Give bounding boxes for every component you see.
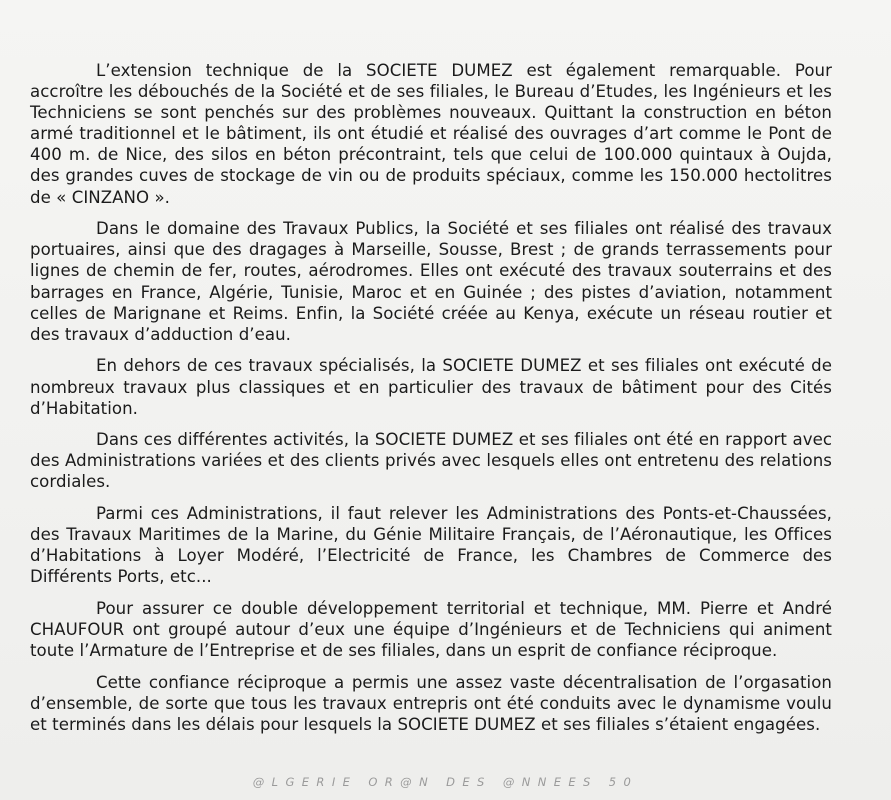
paragraph-administrations-list: Parmi ces Administrations, il faut relever les Administrations des Ponts-et-Chaussées, des Travaux Maritimes de la Marine, du Génie Militaire Français, de l’Aéronautique, les Offices d’Habitations à Loyer Modéré, l’Electricité de France, les Chambres de Commerce des Différents Ports, etc...: [30, 504, 832, 587]
paragraph-public-works: Dans le domaine des Travaux Publics, la Société et ses filiales ont réalisé des travaux portuaires, ainsi que des dragages à Marseille, Sousse, Brest ; de grands terrassements pour lignes de chemin de fer, routes, aérodromes. Elles ont exécuté des travaux souterrains et des barrages en France, Algérie, Tunisie, Maroc et en Guinée ; des pistes d’aviation, notamment celles de Marignane et Reims. Enfin, la Société créée au Kenya, exécute un réseau routier et des travaux d’adduction d’eau.: [30, 219, 832, 344]
paragraph-housing-works: En dehors de ces travaux spécialisés, la SOCIETE DUMEZ et ses filiales ont exécuté de nombreux travaux plus classiques et en particulier des travaux de bâtiment pour des Cités d’Habitation.: [30, 356, 832, 418]
article-body: [30, 60, 832, 746]
paragraph-administrations-relations: Dans ces différentes activités, la SOCIETE DUMEZ et ses filiales ont été en rapport avec des Administrations variées et des clients privés avec lesquels elles ont entretenu des relations cordiales.: [30, 430, 832, 492]
paragraph-chaufour-team: Pour assurer ce double développement territorial et technique, MM. Pierre et André CHAUFOUR ont groupé autour d’eux une équipe d’Ingénieurs et de Techniciens qui animent toute l’Armature de l’Entreprise et de ses filiales, dans un esprit de confiance réciproque.: [30, 599, 832, 661]
paragraph-decentralisation: Cette confiance réciproque a permis une assez vaste décentralisation de l’orgasation d’ensemble, de sorte que tous les travaux entrepris ont été conduits avec le dynamisme voulu et terminés dans les délais pour lesquels la SOCIETE DUMEZ et ses filiales s’étaient engagées.: [30, 673, 832, 735]
footer-watermark: @LGERIE OR@N DES @NNEES 50: [252, 775, 639, 789]
paragraph-technical-extension: L’extension technique de la SOCIETE DUMEZ est également remarquable. Pour accroître les débouchés de la Société et de ses filiales, le Bureau d’Etudes, les Ingénieurs et les Techniciens se sont penchés sur des problèmes nouveaux. Quittant la construction en béton armé traditionnel et le bâtiment, ils ont étudié et réalisé des ouvrages d’art comme le Pont de 400 m. de Nice, des silos en béton précontraint, tels que celui de 100.000 quintaux à Oujda, des grandes cuves de stockage de vin ou de produits spéciaux, comme les 150.000 hectolitres de « CINZANO ».: [30, 61, 832, 207]
